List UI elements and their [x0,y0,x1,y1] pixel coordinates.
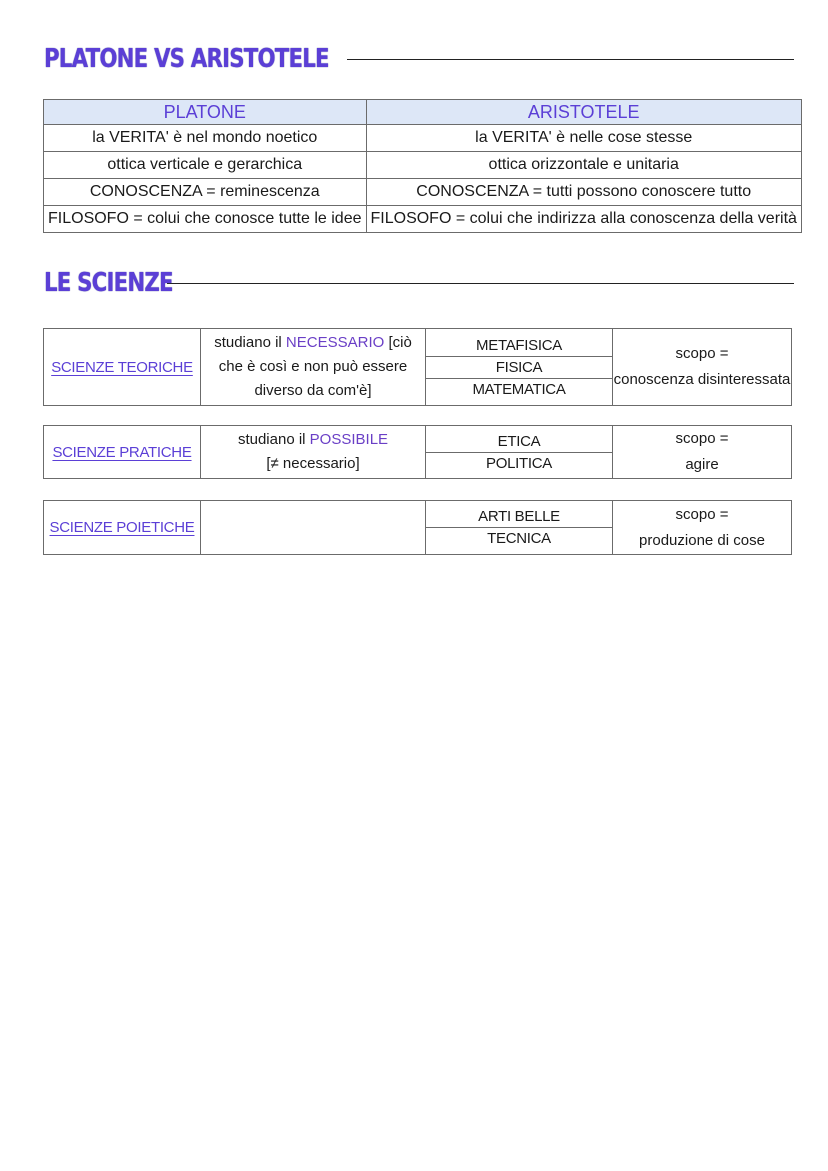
desc-text: studiano il [237,431,310,448]
subject-item: METAFISICA [426,335,612,357]
cell-aristotele: ottica orizzontale e unitaria [366,152,801,179]
science-goal [613,426,792,479]
section-heading-scienze [44,268,794,298]
science-subjects [426,426,613,479]
science-subjects [426,329,613,406]
science-name-cell [44,329,201,406]
comparison-table [43,99,802,233]
science-name-cell [44,426,201,479]
cell-aristotele: FILOSOFO = colui che indirizza alla conoscenza della verità [366,206,801,233]
science-name: SCIENZE PRATICHE [52,443,192,461]
goal-label: scopo = [675,505,729,523]
goal-label: scopo = [675,430,729,447]
heading-rule [347,59,794,60]
scienze-poietiche-table [43,500,792,555]
science-name: SCIENZE POIETICHE [49,519,195,536]
desc-text: studiano il [214,334,286,351]
subject-item: POLITICA [486,454,552,472]
science-name-cell [44,501,201,555]
section-heading-platone-aristotele [44,44,794,74]
scienze-teoriche-table [43,328,792,406]
science-goal [613,501,792,555]
table-row [44,125,802,152]
subject-item: MATEMATICA [472,380,566,398]
goal-text: produzione di cose [639,531,765,549]
scienze-pratiche-table [43,425,792,479]
science-description [201,426,426,479]
desc-keyword: POSSIBILE [309,431,389,448]
desc-text: [≠ necessario] [266,455,360,472]
cell-platone: la VERITA' è nel mondo noetico [44,125,367,152]
section-title: LE SCIENZE [44,268,173,298]
header-platone: PLATONE [44,100,367,125]
science-goal [613,329,792,406]
section-title: PLATONE VS ARISTOTELE [44,44,329,74]
cell-platone: ottica verticale e gerarchica [44,152,367,179]
desc-keyword: NECESSARIO [285,334,385,351]
goal-label: scopo = [675,345,729,362]
table-row [44,152,802,179]
subject-item: ETICA [426,431,612,453]
science-name: SCIENZE TEORICHE [51,358,193,376]
cell-platone: FILOSOFO = colui che conosce tutte le idee [44,206,367,233]
science-subjects [426,501,613,555]
cell-aristotele: la VERITA' è nelle cose stesse [366,125,801,152]
heading-rule [167,283,794,284]
science-description [201,329,426,406]
subject-item: TECNICA [487,530,551,547]
desc-text: [ciò che è così e non può essere diverso da com'è] [218,334,412,399]
cell-platone: CONOSCENZA = reminescenza [44,179,367,206]
header-aristotele: ARISTOTELE [366,100,801,125]
science-description-empty [201,501,426,555]
subject-item: FISICA [426,357,612,379]
goal-text: agire [685,456,719,473]
table-header-row [44,100,802,125]
goal-text: conoscenza disinteressata [613,371,791,388]
subject-item: ARTI BELLE [426,506,612,528]
table-row [44,179,802,206]
cell-aristotele: CONOSCENZA = tutti possono conoscere tutto [366,179,801,206]
table-row [44,206,802,233]
